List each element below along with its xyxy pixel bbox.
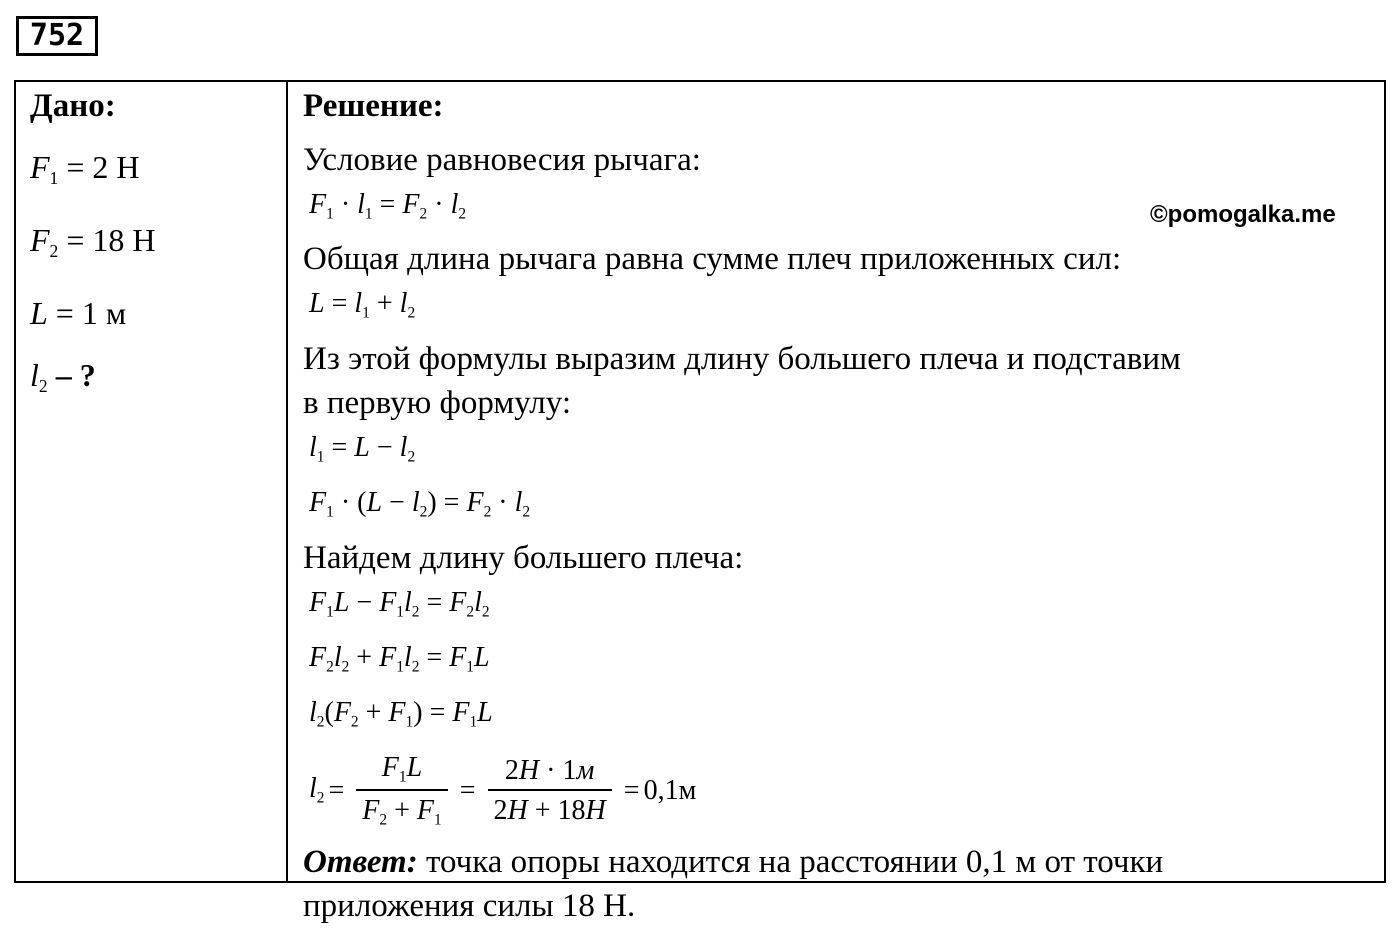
- formula-rearrange: $F_2l_2 + F_1l_2 = F_1L$: [309, 641, 490, 676]
- given-unknown: $l_2$ – ?: [30, 357, 96, 397]
- given-heading: Дано:: [30, 88, 116, 124]
- watermark: ©pomogalka.me: [1150, 201, 1336, 228]
- formula-substitution: $F_1 \cdot (L - l_2) = F_2 \cdot l_2$: [309, 487, 531, 521]
- given-column: [30, 84, 280, 417]
- given-f2: $F_2 = 18$ Н: [30, 222, 156, 262]
- answer-text: точка опоры находится на расстоянии 0,1 м от точки: [417, 843, 1164, 880]
- solution-column: [303, 84, 1378, 928]
- given-length: L = 1 м: [30, 295, 127, 332]
- answer-label: Ответ:: [303, 843, 418, 880]
- solution-text-2: Общая длина рычага равна сумме плеч приложенных сил:: [303, 241, 1122, 278]
- fraction-numeric: $\frac{2H \cdot 1м}{2H + 18H}$: [488, 755, 612, 827]
- answer-text-2: приложения силы 18 Н.: [303, 887, 636, 924]
- formula-l1: $l_1 = L - l_2$: [309, 431, 416, 466]
- fraction-symbolic: $\frac{F_1L}{F_2 + F_1}$: [356, 752, 447, 829]
- formula-final: $l_2$ = $\frac{F_1L}{F_2 + F_1}$ = $\frac{2H \cdot 1м}{2H + 18H}$ = 0,1м: [309, 752, 697, 828]
- problem-number: 752: [16, 16, 98, 56]
- column-divider: [286, 80, 288, 883]
- solution-text-1: Условие равновесия рычага:: [303, 142, 701, 178]
- solution-heading: Решение:: [303, 88, 444, 124]
- solution-text-4: в первую формулу:: [303, 384, 572, 421]
- formula-expand: $F_1L - F_1l_2 = F_2l_2$: [309, 586, 490, 620]
- solution-text-5: Найдем длину большего плеча:: [303, 539, 744, 576]
- given-f1: $F_1 = 2$ Н: [30, 149, 140, 189]
- solution-text-3: Из этой формулы выразим длину большего плеча и подставим: [303, 340, 1181, 377]
- result-value: 0,1м: [643, 774, 697, 806]
- formula-equilibrium: $F_1 \cdot l_1 = F_2 \cdot l_2$: [309, 189, 467, 223]
- formula-factor: $l_2(F_2 + F_1) = F_1L$: [309, 697, 493, 731]
- formula-length-sum: $L = l_1 + l_2$: [309, 288, 416, 322]
- answer: [303, 840, 1378, 884]
